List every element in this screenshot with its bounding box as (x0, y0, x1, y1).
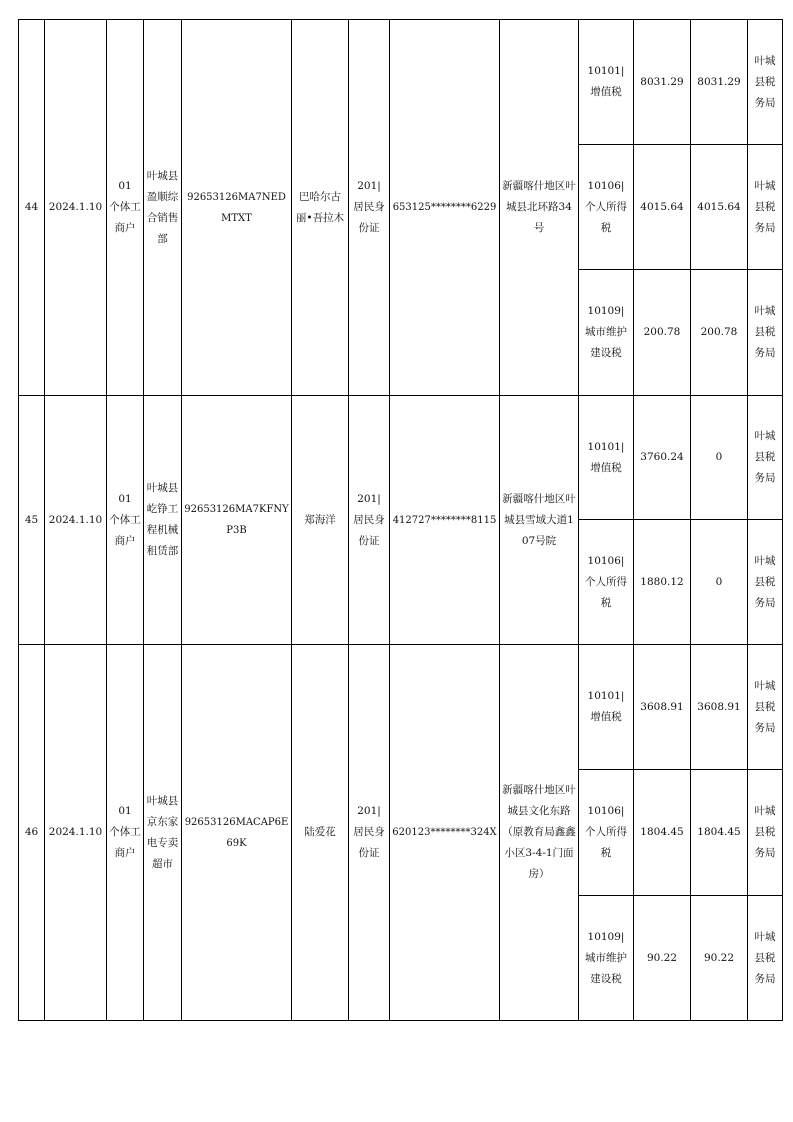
seq-cell: 46 (19, 645, 45, 1021)
person-cell: 巴哈尔古丽•吾拉木 (292, 20, 349, 396)
id-number-cell: 620123********324X (390, 645, 500, 1021)
taxpayer-type-cell (107, 645, 144, 1021)
address-cell: 新疆喀什地区叶城县文化东路（原教育局鑫鑫小区3-4-1门面房） (500, 645, 579, 1021)
address-cell: 新疆喀什地区叶城县雪域大道107号院 (500, 396, 579, 645)
tax-owed-cell: 90.22 (691, 896, 748, 1021)
id-type-cell (349, 645, 390, 1021)
table-row (19, 396, 783, 520)
person-cell: 陆爱花 (292, 645, 349, 1021)
table-row (19, 20, 783, 145)
taxpayer-type-cell-code: 01 (118, 492, 132, 505)
tax-owed-cell: 0 (691, 520, 748, 645)
taxpayer-type-cell (107, 20, 144, 396)
date-cell: 2024.1.10 (45, 645, 107, 1021)
id-number-cell: 653125********6229 (390, 20, 500, 396)
tax-item-cell (579, 645, 634, 770)
credit-code-cell: 92653126MACAP6E69K (182, 645, 292, 1021)
taxpayer-type-cell-text: 个体工商户 (109, 201, 141, 234)
tax-item-cell (579, 896, 634, 1021)
tax-item-cell (579, 20, 634, 145)
tax-amount-cell: 4015.64 (634, 145, 691, 270)
person-cell: 郑海洋 (292, 396, 349, 645)
date-cell: 2024.1.10 (45, 20, 107, 396)
tax-amount-cell: 3608.91 (634, 645, 691, 770)
company-cell: 叶城县京东家电专卖超市 (144, 645, 182, 1021)
tax-item-cell-code: 10106| (587, 179, 625, 192)
tax-authority-cell: 叶城县税务局 (748, 396, 783, 520)
tax-item-cell-text: 城市维护建设税 (585, 326, 627, 359)
tax-item-cell-text: 增值税 (590, 461, 622, 474)
tax-item-cell-text: 个人所得税 (585, 200, 627, 234)
tax-authority-cell: 叶城县税务局 (748, 520, 783, 645)
tax-item-cell-text: 增值税 (590, 711, 622, 723)
tax-item-cell-code: 10106| (587, 554, 625, 567)
tax-item-cell-code: 10101| (587, 65, 625, 77)
id-type-cell-code: 201| (357, 492, 381, 505)
tax-authority-cell: 叶城县税务局 (748, 645, 783, 770)
table-body (19, 20, 783, 1021)
tax-item-cell (579, 520, 634, 645)
taxpayer-type-cell-text: 个体工商户 (109, 826, 141, 859)
table-row (19, 645, 783, 770)
tax-amount-cell: 8031.29 (634, 20, 691, 145)
id-type-cell-text: 居民身份证 (353, 826, 385, 859)
tax-owed-cell: 8031.29 (691, 20, 748, 145)
tax-item-cell-code: 10106| (587, 805, 625, 817)
tax-authority-cell: 叶城县税务局 (748, 270, 783, 396)
tax-owed-cell: 1804.45 (691, 770, 748, 896)
tax-amount-cell: 1804.45 (634, 770, 691, 896)
tax-item-cell-text: 个人所得税 (585, 575, 627, 609)
tax-amount-cell: 90.22 (634, 896, 691, 1021)
credit-code-cell: 92653126MA7KFNYP3B (182, 396, 292, 645)
id-type-cell-code: 201| (357, 805, 381, 817)
tax-item-cell (579, 396, 634, 520)
tax-item-cell-text: 个人所得税 (585, 826, 627, 859)
seq-cell: 45 (19, 396, 45, 645)
taxpayer-type-cell (107, 396, 144, 645)
tax-authority-cell: 叶城县税务局 (748, 770, 783, 896)
tax-item-cell-text: 城市维护建设税 (585, 951, 627, 985)
id-number-cell: 412727********8115 (390, 396, 500, 645)
tax-authority-cell: 叶城县税务局 (748, 145, 783, 270)
tax-item-cell (579, 270, 634, 396)
taxpayer-type-cell-text: 个体工商户 (109, 513, 141, 547)
tax-owed-cell: 3608.91 (691, 645, 748, 770)
tax-item-cell-code: 10101| (587, 440, 625, 453)
taxpayer-type-cell-code: 01 (118, 805, 132, 817)
company-cell: 叶城县屹铮工程机械租赁部 (144, 396, 182, 645)
tax-item-cell (579, 770, 634, 896)
tax-item-cell (579, 145, 634, 270)
id-type-cell-text: 居民身份证 (353, 513, 385, 547)
tax-arrears-table (18, 19, 783, 1021)
tax-amount-cell: 200.78 (634, 270, 691, 396)
tax-amount-cell: 1880.12 (634, 520, 691, 645)
tax-owed-cell: 4015.64 (691, 145, 748, 270)
tax-authority-cell: 叶城县税务局 (748, 896, 783, 1021)
seq-cell: 44 (19, 20, 45, 396)
tax-owed-cell: 0 (691, 396, 748, 520)
id-type-cell-text: 居民身份证 (353, 201, 385, 234)
tax-authority-cell: 叶城县税务局 (748, 20, 783, 145)
tax-amount-cell: 3760.24 (634, 396, 691, 520)
tax-item-cell-code: 10109| (587, 930, 625, 943)
credit-code-cell: 92653126MA7NEDMTXT (182, 20, 292, 396)
date-cell: 2024.1.10 (45, 396, 107, 645)
company-cell: 叶城县盈顺综合销售部 (144, 20, 182, 396)
id-type-cell (349, 396, 390, 645)
address-cell: 新疆喀什地区叶城县北环路34号 (500, 20, 579, 396)
id-type-cell (349, 20, 390, 396)
id-type-cell-code: 201| (357, 180, 381, 192)
tax-item-cell-code: 10109| (587, 305, 625, 317)
tax-item-cell-code: 10101| (587, 690, 625, 702)
tax-item-cell-text: 增值税 (590, 86, 622, 98)
taxpayer-type-cell-code: 01 (118, 180, 132, 192)
tax-owed-cell: 200.78 (691, 270, 748, 396)
